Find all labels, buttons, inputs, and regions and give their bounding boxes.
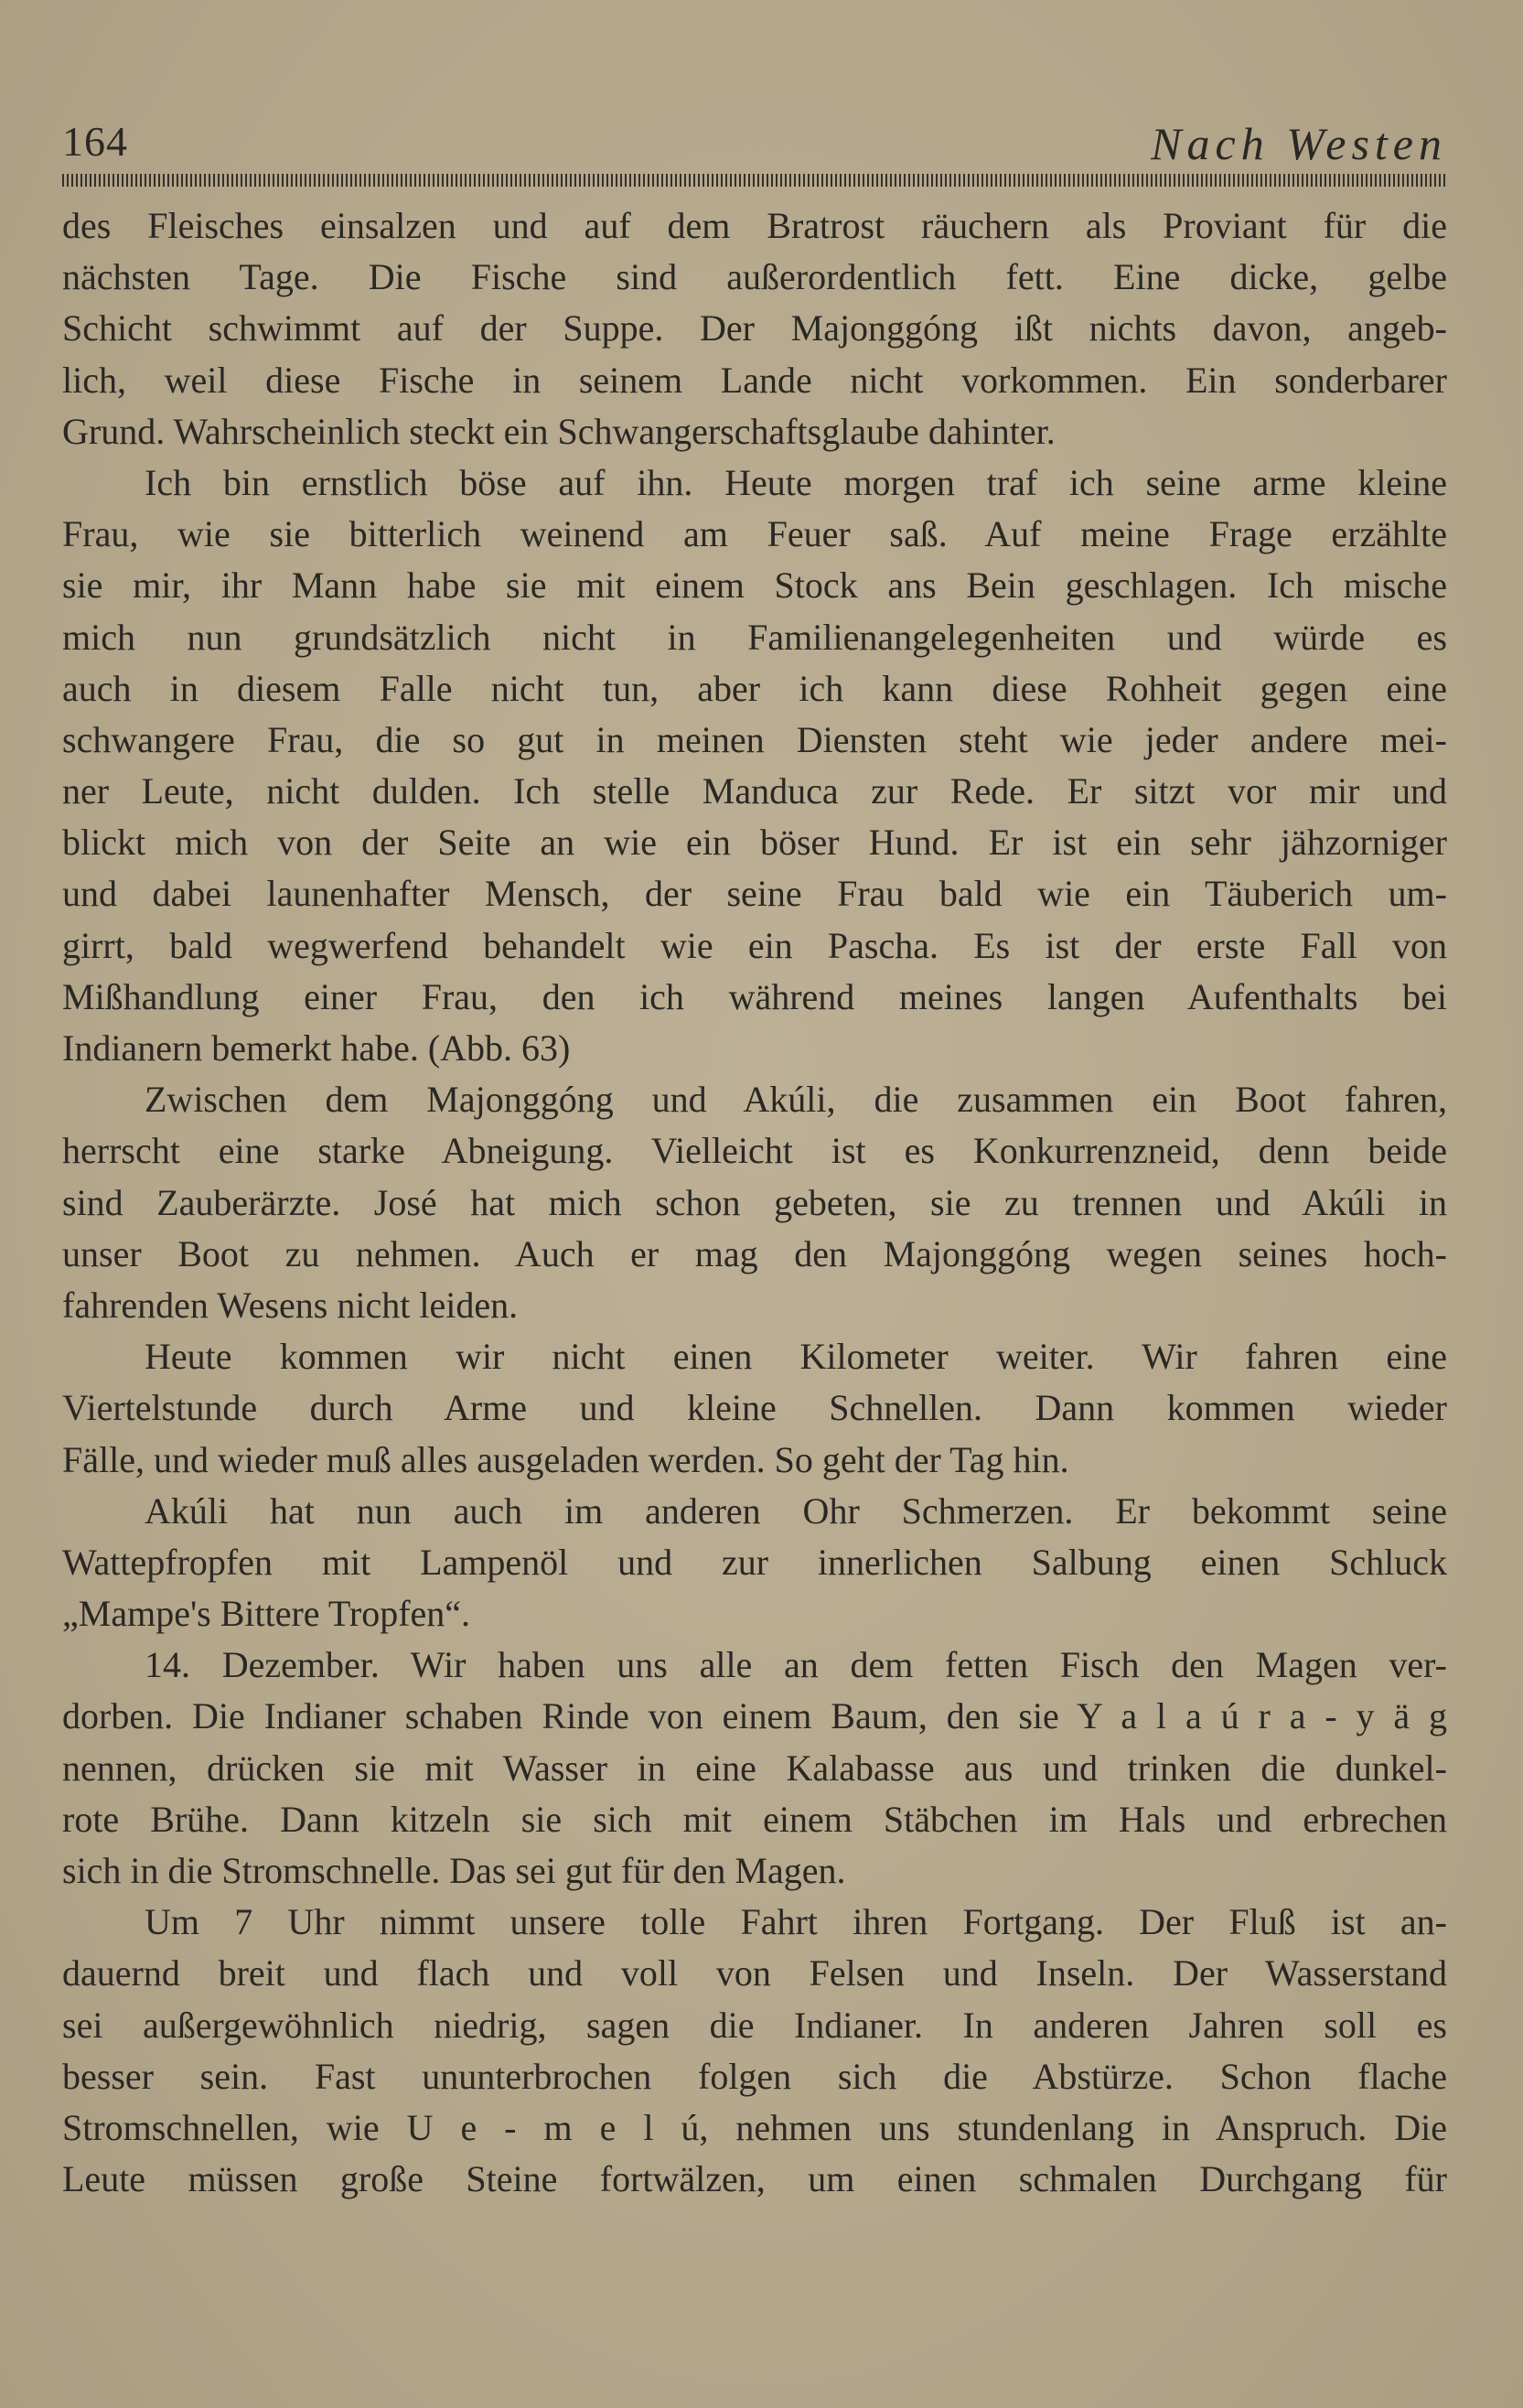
text-line: Grund. Wahrscheinlich steckt ein Schwangerschaftsglaube dahinter. [62, 410, 1056, 452]
text-line: auch in diesem Falle nicht tun, aber ich kann diese Rohheit gegen eine [62, 667, 1447, 709]
text-line: mich nun grundsätzlich nicht in Familienangelegenheiten und würde es [62, 616, 1447, 658]
text-line: rote Brühe. Dann kitzeln sie sich mit einem Stäbchen im Hals und erbrechen [62, 1798, 1447, 1840]
text-line: sie mir, ihr Mann habe sie mit einem Stock ans Bein geschlagen. Ich mische [62, 564, 1447, 607]
text-line: sind Zauberärzte. José hat mich schon gebeten, sie zu trennen und Akúli in [62, 1181, 1447, 1223]
text-line: Ich bin ernstlich böse auf ihn. Heute morgen traf ich seine arme kleine [145, 461, 1447, 503]
text-line: Viertelstunde durch Arme und kleine Schnellen. Dann kommen wieder [62, 1387, 1447, 1429]
text-line: Zwischen dem Majonggóng und Akúli, die zusammen ein Boot fahren, [145, 1079, 1447, 1121]
text-line: Wattepfropfen mit Lampenöl und zur innerlichen Salbung einen Schluck [62, 1541, 1447, 1583]
text-line: 14. Dezember. Wir haben uns alle an dem fetten Fisch den Magen ver- [145, 1644, 1447, 1686]
text-line: Mißhandlung einer Frau, den ich während meines langen Aufenthalts bei [62, 975, 1447, 1017]
text-line: sei außergewöhnlich niedrig, sagen die Indianer. In anderen Jahren soll es [62, 2004, 1447, 2046]
text-line: Schicht schwimmt auf der Suppe. Der Majonggóng ißt nichts davon, angeb- [62, 307, 1447, 349]
text-line: Fälle, und wieder muß alles ausgeladen werden. So geht der Tag hin. [62, 1438, 1069, 1480]
text-line: girrt, bald wegwerfend behandelt wie ein Pascha. Es ist der erste Fall von [62, 924, 1447, 966]
running-title: Nach Westen [1151, 118, 1447, 169]
text-line: „Mampe's Bittere Tropfen“. [62, 1593, 471, 1635]
text-line: sich in die Stromschnelle. Das sei gut für den Magen. [62, 1850, 846, 1891]
text-line: ner Leute, nicht dulden. Ich stelle Manduca zur Rede. Er sitzt vor mir und [62, 770, 1447, 812]
page-header [62, 117, 1447, 181]
text-line: dauernd breit und flach und voll von Felsen und Inseln. Der Wasserstand [62, 1952, 1447, 1994]
header-rule [62, 174, 1447, 187]
text-line: des Fleisches einsalzen und auf dem Bratrost räuchern als Proviant für die [62, 205, 1447, 246]
body-text [62, 200, 1447, 2205]
text-line: Frau, wie sie bitterlich weinend am Feuer saß. Auf meine Frage erzählte [62, 513, 1447, 555]
text-line: Akúli hat nun auch im anderen Ohr Schmerzen. Er bekommt seine [145, 1489, 1447, 1532]
text-line: Um 7 Uhr nimmt unsere tolle Fahrt ihren Fortgang. Der Fluß ist an- [145, 1901, 1447, 1943]
text-line: Heute kommen wir nicht einen Kilometer weiter. Wir fahren eine [145, 1336, 1447, 1378]
text-line: und dabei launenhafter Mensch, der seine Frau bald wie ein Täuberich um- [62, 873, 1447, 915]
text-line: schwangere Frau, die so gut in meinen Diensten steht wie jeder andere mei- [62, 718, 1447, 760]
text-line: Stromschnellen, wie U e - m e l ú, nehmen uns stundenlang in Anspruch. Die [62, 2106, 1447, 2148]
text-line: nächsten Tage. Die Fische sind außerordentlich fett. Eine dicke, gelbe [62, 256, 1447, 298]
text-line: blickt mich von der Seite an wie ein böser Hund. Er ist ein sehr jähzorniger [62, 822, 1447, 864]
text-line: unser Boot zu nehmen. Auch er mag den Majonggóng wegen seines hoch- [62, 1232, 1447, 1274]
text-line: Leute müssen große Steine fortwälzen, um einen schmalen Durchgang für [62, 2158, 1447, 2200]
text-line: Indianern bemerkt habe. (Abb. 63) [62, 1027, 571, 1069]
text-line: nennen, drücken sie mit Wasser in eine Kalabasse aus und trinken die dunkel- [62, 1747, 1447, 1789]
text-line: lich, weil diese Fische in seinem Lande nicht vorkommen. Ein sonderbarer [62, 359, 1447, 401]
page-number: 164 [62, 118, 128, 165]
text-line: dorben. Die Indianer schaben Rinde von einem Baum, den sie Y a l a ú r a - y ä g [62, 1695, 1447, 1737]
text-line: fahrenden Wesens nicht leiden. [62, 1284, 519, 1326]
text-line: herrscht eine starke Abneigung. Vielleicht ist es Konkurrenzneid, denn beide [62, 1130, 1447, 1172]
text-line: besser sein. Fast ununterbrochen folgen sich die Abstürze. Schon flache [62, 2055, 1447, 2097]
